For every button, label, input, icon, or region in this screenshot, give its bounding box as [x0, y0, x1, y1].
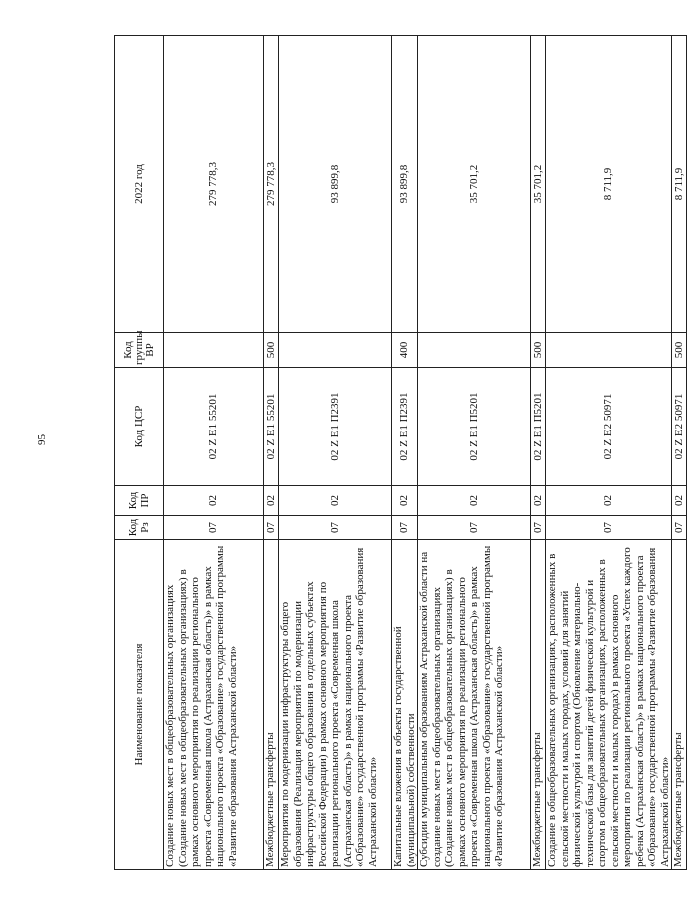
table-row: [279, 36, 392, 870]
row-value: 93 899,8: [392, 36, 418, 333]
row-vr: [546, 333, 672, 368]
table-row: [264, 36, 279, 870]
row-vr: [418, 333, 531, 368]
header-csr: Код ЦСР: [115, 368, 164, 486]
page-number: 95: [36, 434, 48, 445]
row-pr: 02: [392, 486, 418, 516]
header-year: 2022 год: [115, 36, 164, 333]
row-csr: 02 Z E2 50971: [672, 368, 687, 486]
row-vr: [164, 333, 264, 368]
row-csr: 02 Z E1 П5201: [418, 368, 531, 486]
row-rz: 07: [164, 516, 264, 540]
row-csr: 02 Z E2 50971: [546, 368, 672, 486]
row-value: 279 778,3: [164, 36, 264, 333]
row-pr: 02: [279, 486, 392, 516]
table-header-row: [115, 36, 164, 870]
row-name: Межбюджетные трансферты: [672, 540, 687, 870]
row-rz: 07: [546, 516, 672, 540]
row-vr: 500: [672, 333, 687, 368]
row-name: Субсидии муниципальным образованиям Астраханской области на создание новых мест в общеобразовательных организациях (Создание новых мест в общеобразовательных организациях) в рамках основного мероприятия по реализации регионального проекта «Современная школа (Астраханская область)» в рамках национального проекта «Образование» государственной программы «Развитие образования Астраханской области»: [418, 540, 531, 870]
row-value: 93 899,8: [279, 36, 392, 333]
row-vr: 500: [531, 333, 546, 368]
row-name: Мероприятия по модернизации инфраструктуры общего образования (Реализация мероприятий по модернизации инфраструктуры общего образования в отдельных субъектах Российской Федерации) в рамках основного мероприятия по реализации регионального проекта «Современная школа (Астраханская область)» в рамках национального проекта «Образование» государственной программы «Развитие образования Астраханской области»: [279, 540, 392, 870]
table-row: [164, 36, 264, 870]
row-csr: 02 Z E1 П2391: [279, 368, 392, 486]
row-rz: 07: [392, 516, 418, 540]
row-value: 279 778,3: [264, 36, 279, 333]
row-value: 35 701,2: [418, 36, 531, 333]
row-rz: 07: [264, 516, 279, 540]
header-vr: Код группы ВР: [115, 333, 164, 368]
header-name: Наименование показателя: [115, 540, 164, 870]
budget-table: [114, 35, 687, 870]
row-name: Межбюджетные трансферты: [531, 540, 546, 870]
row-pr: 02: [531, 486, 546, 516]
row-csr: 02 Z E1 55201: [264, 368, 279, 486]
row-pr: 02: [418, 486, 531, 516]
row-rz: 07: [531, 516, 546, 540]
row-vr: [279, 333, 392, 368]
header-rz: Код Рз: [115, 516, 164, 540]
row-rz: 07: [279, 516, 392, 540]
row-value: 35 701,2: [531, 36, 546, 333]
row-pr: 02: [264, 486, 279, 516]
row-csr: 02 Z E1 П5201: [531, 368, 546, 486]
row-vr: 400: [392, 333, 418, 368]
table-row: [392, 36, 418, 870]
row-name: Создание в общеобразовательных организациях, расположенных в сельской местности и малых городах, условий для занятий физической культурой и спортом (Обновление материально-технической базы для занятий детей физической культурой и спортом в общеобразовательных организациях, расположенных в сельской местности и малых городах) в рамках основного мероприятия по реализации регионального проекта «Успех каждого ребенка (Астраханская область)» в рамках национального проекта «Образование» государственной программы «Развитие образования Астраханской области»: [546, 540, 672, 870]
table-row: [531, 36, 546, 870]
row-name: Капитальные вложения в объекты государственной (муниципальной) собственности: [392, 540, 418, 870]
rotated-page-content: [114, 36, 685, 870]
row-pr: 02: [546, 486, 672, 516]
table-row: [418, 36, 531, 870]
row-csr: 02 Z E1 55201: [164, 368, 264, 486]
table-row: [672, 36, 687, 870]
row-rz: 07: [672, 516, 687, 540]
row-vr: 500: [264, 333, 279, 368]
row-csr: 02 Z E1 П2391: [392, 368, 418, 486]
header-pr: Код ПР: [115, 486, 164, 516]
row-name: Создание новых мест в общеобразовательных организациях (Создание новых мест в общеобразовательных организациях) в рамках основного мероприятия по реализации регионального проекта «Современная школа (Астраханская область)» в рамках национального проекта «Образование» государственной программы «Развитие образования Астраханской области»: [164, 540, 264, 870]
row-pr: 02: [672, 486, 687, 516]
table-row: [546, 36, 672, 870]
row-value: 8 711,9: [672, 36, 687, 333]
row-pr: 02: [164, 486, 264, 516]
row-rz: 07: [418, 516, 531, 540]
row-value: 8 711,9: [546, 36, 672, 333]
row-name: Межбюджетные трансферты: [264, 540, 279, 870]
